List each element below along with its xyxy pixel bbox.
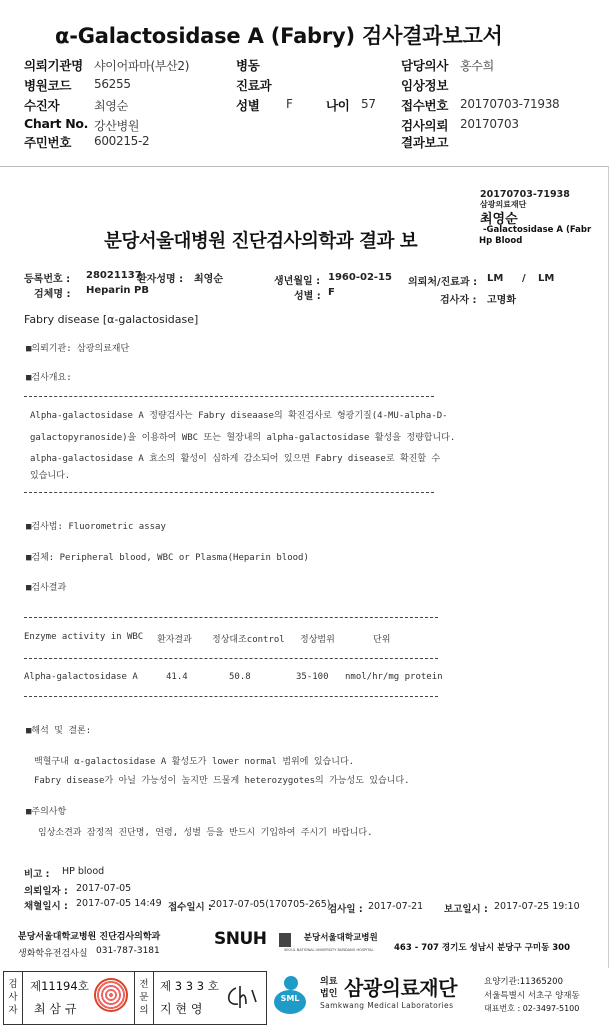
patient-name-label: 환자성명 : xyxy=(137,274,184,285)
caution-heading: ■주의사항 xyxy=(26,807,67,817)
address: 463 - 707 경기도 성남시 분당구 구미동 300 xyxy=(394,943,571,953)
overview-heading: ■검사개요: xyxy=(26,373,72,383)
corner-specimen: Hp Blood xyxy=(479,236,523,246)
interpretation-heading: ■해석 및 결론: xyxy=(26,726,92,736)
receive-time: 2017-07-05(170705-265) xyxy=(210,899,331,910)
table-cell-control: 50.8 xyxy=(229,672,251,682)
label-result-report: 결과보고 xyxy=(401,135,449,150)
tester: 고명화 xyxy=(487,295,516,306)
label-hospital-code: 병원코드 xyxy=(24,78,72,93)
specimen-type: ■검체: Peripheral blood, WBC or Plasma(Heparin blood) xyxy=(26,553,309,563)
value-chart-no: 강산병원 xyxy=(94,119,140,133)
value-doctor: 홍수희 xyxy=(460,59,494,73)
collection-time: 2017-07-05 14:49 xyxy=(76,898,162,909)
overview-line-4: 있습니다. xyxy=(30,471,71,481)
overview-line-1: Alpha-galactosidase A 정량검사는 Fabry diseaase의 확진검사로 형광기질(4-MU-alpha-D- xyxy=(30,411,448,421)
inspector-seal-icon xyxy=(94,978,128,1012)
report-time-label: 보고일시 : xyxy=(444,904,488,915)
collection-label: 채혈일시 : xyxy=(24,901,68,912)
value-age: 57 xyxy=(361,97,376,111)
remark-label: 비고 : xyxy=(24,869,50,880)
facility-code: 요양기관:11365200 xyxy=(484,977,563,987)
dept-label: 의뢰처/진료과 : xyxy=(408,277,478,288)
divider xyxy=(24,696,438,697)
value-requester: 샤이어파마(부산2) xyxy=(94,59,190,73)
reg-no-label: 등록번호 : xyxy=(24,274,71,285)
interpretation-line-2: Fabry disease가 아닐 가능성이 높지만 드물게 heterozygotes의 가능성도 있습니다. xyxy=(34,776,410,786)
dob-label: 생년월일 : xyxy=(274,276,321,287)
test-date: 2017-07-21 xyxy=(368,901,424,912)
specimen-name: Heparin PB xyxy=(86,285,149,296)
corner-org: 삼광의료재단 xyxy=(480,200,527,209)
dept-1: LM xyxy=(487,273,504,284)
specialist-license: 제 3 3 3 호 xyxy=(160,979,219,993)
table-cell-patient: 41.4 xyxy=(166,672,188,682)
overview-line-2: galactopyranoside)을 이용하여 WBC 또는 혈장내의 alpha-galactosidase 활성을 정량합니다. xyxy=(30,433,456,443)
table-header-unit: 단위 xyxy=(373,635,391,645)
label-patient: 수진자 xyxy=(24,98,60,113)
label-ward: 병동 xyxy=(236,58,260,73)
request-date: 2017-07-05 xyxy=(76,883,132,894)
sex-label: 성별 : xyxy=(294,291,321,302)
dept-lab: 생화학유전검사실 xyxy=(18,949,88,959)
snuh-logo xyxy=(214,929,378,949)
inspector-license: 제11194호 xyxy=(30,979,89,993)
divider xyxy=(24,492,434,493)
label-doctor: 담당의사 xyxy=(401,58,449,73)
value-patient: 최영순 xyxy=(94,99,128,113)
org-phone: 대표번호 : 02-3497-5100 xyxy=(484,1004,580,1013)
value-hospital-code: 56255 xyxy=(94,77,131,91)
dept-name: 분당서울대학교병원 진단검사의학과 xyxy=(18,932,161,942)
label-sex: 성별 xyxy=(236,98,260,113)
divider xyxy=(24,396,434,397)
interpretation-line-1: 백혈구내 α-galactosidase A 활성도가 lower normal 범위에 있습니다. xyxy=(34,757,355,767)
value-sex: F xyxy=(286,97,293,111)
label-department: 진료과 xyxy=(236,78,272,93)
corner-accession: 20170703-71938 xyxy=(480,189,570,200)
inspector-label: 검사자 xyxy=(8,979,18,1016)
value-accession: 20170703-71938 xyxy=(460,97,560,111)
receive-label: 접수일시 : xyxy=(168,902,212,913)
org-english: Samkwang Medical Laboratories xyxy=(320,1001,454,1010)
divider xyxy=(24,617,438,618)
label-chart-no: Chart No. xyxy=(24,116,89,131)
requesting-org: ■의뢰기관: 삼광의료재단 xyxy=(26,344,130,354)
dept-sep: / xyxy=(522,273,526,284)
corner-test: -Galactosidase A (Fabr xyxy=(483,225,592,235)
sml-logo-icon xyxy=(274,974,314,1020)
corner-name: 최영순 xyxy=(480,212,518,227)
org-name: 삼광의료재단 xyxy=(344,976,457,1000)
value-resident-no: 600215-2 xyxy=(94,134,150,148)
signature-icon xyxy=(222,982,260,1012)
table-header-enzyme: Enzyme activity in WBC xyxy=(24,632,144,642)
specialist-label: 전문의 xyxy=(139,979,149,1016)
table-header-range: 정상범위 xyxy=(300,635,335,645)
table-cell-range: 35-100 xyxy=(296,672,329,682)
table-cell-unit: nmol/hr/mg protein xyxy=(345,672,443,682)
report-title: α-Galactosidase A (Fabry) 검사결과보고서 xyxy=(55,24,503,48)
snuh-name: 분당서울대학교병원 xyxy=(303,933,378,943)
tester-label: 검사자 : xyxy=(440,295,477,306)
sex: F xyxy=(328,287,335,298)
document-title: 분당서울대병원 진단검사의학과 결과 보 xyxy=(104,231,418,252)
inspector-name: 최 삼 규 xyxy=(34,1002,77,1016)
remark: HP blood xyxy=(62,866,105,877)
result-heading: ■검사결과 xyxy=(26,583,67,593)
patient-name: 최영순 xyxy=(194,274,223,285)
report-footer xyxy=(0,968,609,1036)
section-title: Fabry disease [α-galactosidase] xyxy=(24,313,199,326)
dob: 1960-02-15 xyxy=(328,272,392,283)
label-accession: 접수번호 xyxy=(401,98,449,113)
specialist-name: 지 현 영 xyxy=(160,1002,203,1016)
value-test-request: 20170703 xyxy=(460,117,519,131)
label-test-request: 검사의뢰 xyxy=(401,118,449,133)
label-requester: 의뢰기관명 xyxy=(24,58,83,73)
sml-text: SML xyxy=(280,994,300,1003)
scanned-result-document xyxy=(0,166,609,968)
label-clinical-info: 임상정보 xyxy=(401,78,449,93)
dept-2: LM xyxy=(538,273,555,284)
snuh-emblem-icon xyxy=(279,933,291,947)
label-age: 나이 xyxy=(326,98,350,113)
snuh-logo-text: SNUH xyxy=(214,929,267,949)
table-header-patient: 환자결과 xyxy=(157,635,192,645)
table-cell-enzyme: Alpha-galactosidase A xyxy=(24,672,138,682)
label-resident-no: 주민번호 xyxy=(24,135,72,150)
dept-phone: 031-787-3181 xyxy=(96,946,160,956)
org-address: 서울특별시 서초구 양재동 xyxy=(484,991,580,1001)
test-method: ■검사법: Fluorometric assay xyxy=(26,522,166,532)
reg-no: 28021137 xyxy=(86,270,142,281)
table-header-control: 정상대조control xyxy=(212,635,285,645)
corp-label: 의료법인 xyxy=(320,977,338,999)
report-time: 2017-07-25 19:10 xyxy=(494,901,580,912)
snuh-subtitle: SEOUL NATIONAL UNIVERSITY BUNDANG HOSPITAL xyxy=(284,948,374,952)
test-date-label: 검사일 : xyxy=(328,904,363,915)
caution-text: 임상소견과 잠정적 진단명, 연령, 성별 등을 반드시 기입하여 주시기 바랍니다. xyxy=(38,828,373,838)
specimen-label: 검체명 : xyxy=(34,289,71,300)
divider xyxy=(24,658,438,659)
overview-line-3: alpha-galactosidase A 효소의 활성이 심하게 감소되어 있으면 Fabry disease로 확진할 수 xyxy=(30,454,441,464)
request-date-label: 의뢰일자 : xyxy=(24,886,68,897)
